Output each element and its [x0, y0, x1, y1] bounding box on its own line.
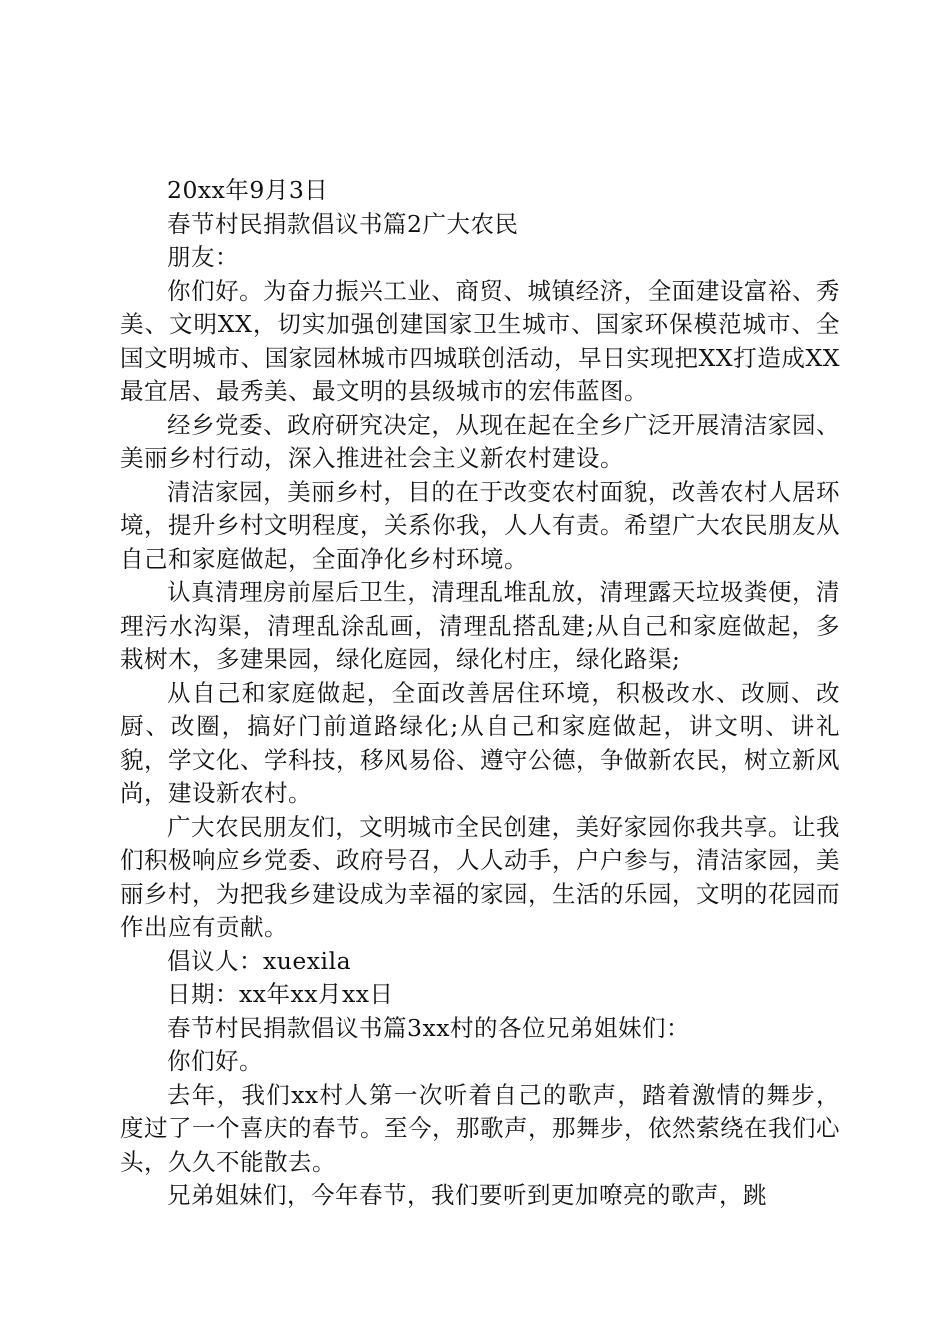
- body-paragraph: 去年，我们xx村人第一次听着自己的歌声，踏着激情的舞步，度过了一个喜庆的春节。至今，那歌声，那舞步，依然萦绕在我们心头，久久不能散去。: [120, 1080, 840, 1176]
- body-paragraph: 你们好。为奋力振兴工业、商贸、城镇经济，全面建设富裕、秀美、文明XX，切实加强创建国家卫生城市、国家环保模范城市、全国文明城市、国家园林城市四城联创活动，早日实现把XX打造成XX最宜居、最秀美、最文明的县级城市的宏伟蓝图。: [120, 276, 840, 405]
- salutation: 朋友：: [167, 243, 239, 271]
- proposer-line: 倡议人：xuexila: [167, 946, 352, 975]
- body-paragraph: 广大农民朋友们，文明城市全民创建，美好家园你我共享。让我们积极响应乡党委、政府号召，人人动手，户户参与，清洁家园，美丽乡村，为把我乡建设成为幸福的家园，生活的乐园，文明的花园而作出应有贡献。: [120, 812, 840, 941]
- section-heading-3: 春节村民捐款倡议书篇3xx村的各位兄弟姐妹们：: [167, 1013, 690, 1042]
- section-heading-2: 春节村民捐款倡议书篇2广大农民: [167, 209, 519, 238]
- document-body: [120, 174, 840, 1213]
- body-paragraph: 从自己和家庭做起，全面改善居住环境，积极改水、改厕、改厨、改圈，搞好门前道路绿化;从自己和家庭做起，讲文明、讲礼貌，学文化、学科技，移风易俗、遵守公德，争做新农民，树立新风尚，建设新农村。: [120, 678, 840, 807]
- body-paragraph: 清洁家园，美丽乡村，目的在于改变农村面貌，改善农村人居环境，提升乡村文明程度，关系你我，人人有责。希望广大农民朋友从自己和家庭做起，全面净化乡村环境。: [120, 477, 840, 573]
- body-paragraph: 经乡党委、政府研究决定，从现在起在全乡广泛开展清洁家园、美丽乡村行动，深入推进社会主义新农村建设。: [120, 410, 840, 472]
- date-signature-line: 日期：xx年xx月xx日: [167, 980, 394, 1008]
- date-line: 20xx年9月3日: [167, 176, 329, 204]
- body-paragraph: 认真清理房前屋后卫生，清理乱堆乱放，清理露天垃圾粪便，清理污水沟渠，清理乱涂乱画，清理乱搭乱建;从自己和家庭做起，多栽树木，多建果园，绿化庭园，绿化村庄，绿化路渠;: [120, 578, 840, 673]
- body-paragraph: 兄弟姐妹们，今年春节，我们要听到更加嘹亮的歌声，跳: [167, 1181, 767, 1209]
- greeting: 你们好。: [167, 1047, 263, 1075]
